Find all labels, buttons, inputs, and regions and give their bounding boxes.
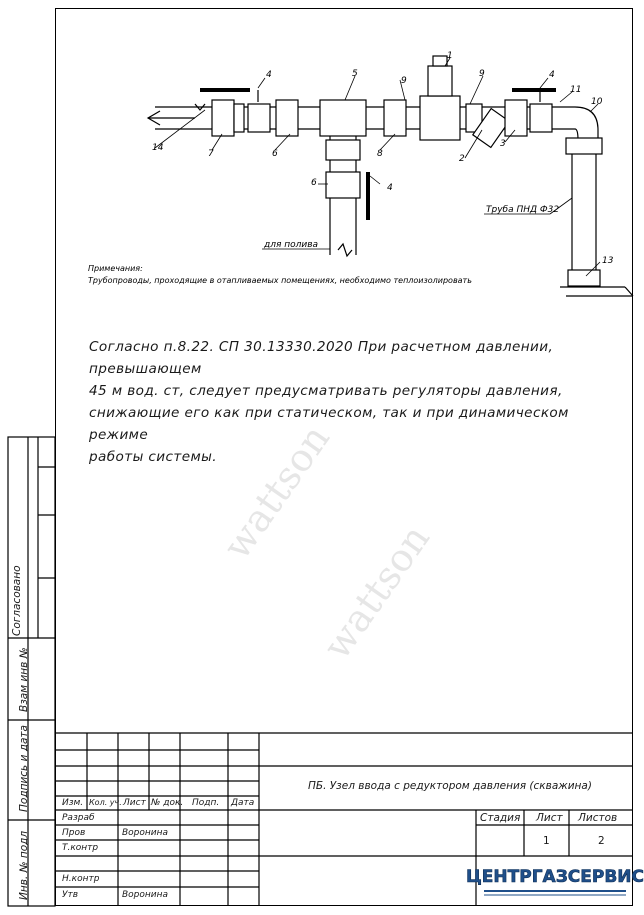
tb-role-prov: Пров xyxy=(62,828,86,838)
callout-9b: 9 xyxy=(479,69,485,79)
callout-4a: 4 xyxy=(266,70,272,80)
tb-header-izm: Изм. xyxy=(62,798,84,808)
tb-sheets-label: Листов xyxy=(578,812,618,824)
callout-2: 2 xyxy=(459,154,465,164)
tb-sheet-label: Лист xyxy=(536,812,563,824)
tb-title: ПБ. Узел ввода с редуктором давления (скважина) xyxy=(308,780,592,792)
watermark-1: wattson xyxy=(214,416,339,568)
side-inv-original: Инв. № подл xyxy=(18,830,30,900)
main-text-line-2: 45 м вод. ст, следует предусматривать регуляторы давления, xyxy=(89,383,563,399)
notes-text: Трубопроводы, проходящие в отапливаемых помещениях, необходимо теплоизолировать xyxy=(88,276,472,285)
tb-role-razrab: Разраб xyxy=(62,813,95,823)
main-text-line-3: снижающие его как при статическом, так и при динамическом режиме xyxy=(89,405,569,443)
callout-4c: 4 xyxy=(387,183,393,193)
callout-10: 10 xyxy=(591,97,603,107)
tb-sheet-value: 1 xyxy=(543,835,550,847)
notes-title: Примечания: xyxy=(88,264,143,273)
callout-6b: 6 xyxy=(311,178,317,188)
callout-1: 1 xyxy=(447,51,453,61)
callout-8: 8 xyxy=(377,149,383,159)
tb-sheets-value: 2 xyxy=(598,835,605,847)
tb-role-utv: Утв xyxy=(62,890,79,900)
callout-5: 5 xyxy=(352,69,358,79)
side-sign-date: Подпись и дата xyxy=(18,725,30,812)
callout-9a: 9 xyxy=(401,76,407,86)
main-text-line-4: работы системы. xyxy=(89,449,218,465)
tb-name-utv: Воронина xyxy=(122,890,169,900)
callout-14: 14 xyxy=(152,143,164,153)
tb-header-kol: Кол. уч. xyxy=(89,798,122,807)
callout-7: 7 xyxy=(208,149,214,159)
callout-13: 13 xyxy=(602,256,614,266)
callout-4b: 4 xyxy=(549,70,555,80)
company-name: ЦЕНТРГАЗСЕРВИС xyxy=(466,867,644,887)
watermark-2: wattson xyxy=(314,516,439,668)
tb-header-list: Лист xyxy=(123,798,146,808)
label-pipe: Труба ПНД Ф32 xyxy=(486,205,560,215)
callout-3: 3 xyxy=(500,139,506,149)
callout-6a: 6 xyxy=(272,149,278,159)
company-logo xyxy=(466,857,644,903)
side-agreed: Согласовано xyxy=(11,565,23,636)
tb-name-prov: Воронина xyxy=(122,828,169,838)
callout-11: 11 xyxy=(570,85,582,95)
tb-header-doc: № док. xyxy=(151,798,184,808)
tb-role-nkontr: Н.контр xyxy=(62,874,100,884)
tb-header-sign: Подп. xyxy=(192,798,220,808)
tb-role-tkontr: Т.контр xyxy=(62,843,99,853)
main-text-line-1: Согласно п.8.22. СП 30.13330.2020 При расчетном давлении, превышающем xyxy=(89,339,554,377)
label-for-watering: для полива xyxy=(264,240,319,250)
tb-header-date: Дата xyxy=(231,798,255,808)
side-inv-replaced: Взам инв № xyxy=(18,647,30,712)
tb-stage-label: Стадия xyxy=(480,812,521,824)
